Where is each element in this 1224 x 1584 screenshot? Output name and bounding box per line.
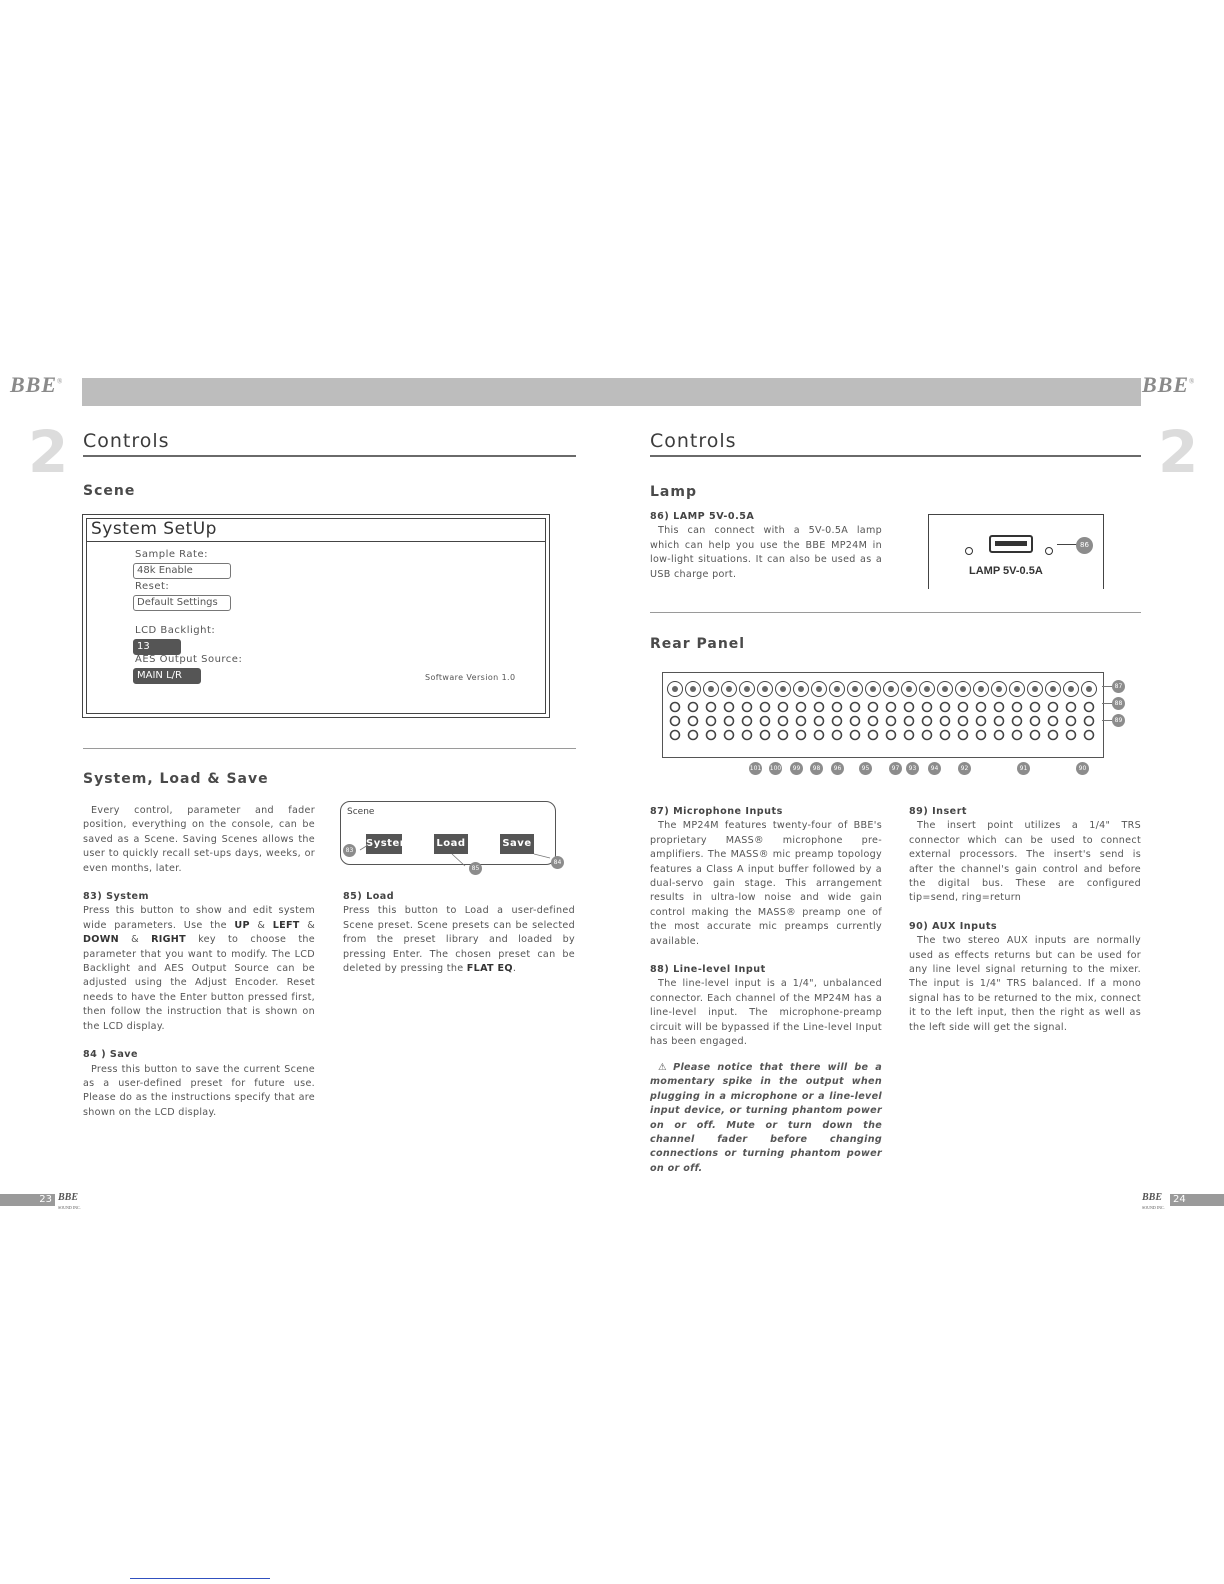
xlr-pin-icon xyxy=(924,686,930,692)
jack-input-icon xyxy=(941,731,950,740)
jack-input-icon xyxy=(779,717,788,726)
callout-88: 88 xyxy=(1112,697,1125,710)
section-90-text: The two stereo AUX inputs are normally used as effects returns but can be used for any line level signal returning to the mixer. The input is 1/4" TRS balanced. If a mono signal has to be returned to the mix, connect it to the left input, then the right as well as the left side will get the signal. xyxy=(909,935,1141,1033)
load-button[interactable]: Load xyxy=(434,834,468,854)
callout-91: 91 xyxy=(1017,762,1030,775)
lcd-screen-frame xyxy=(82,514,550,718)
right-section-rule xyxy=(650,612,1141,613)
jack-input-icon xyxy=(707,731,716,740)
system-load-save-heading: System, Load & Save xyxy=(83,771,269,787)
jack-input-icon xyxy=(671,717,680,726)
jack-input-icon xyxy=(941,717,950,726)
xlr-pin-icon xyxy=(762,686,768,692)
jack-input-icon xyxy=(815,703,824,712)
jack-input-icon xyxy=(905,731,914,740)
sample-rate-label: Sample Rate: xyxy=(135,549,208,560)
jack-input-icon xyxy=(761,703,770,712)
jack-input-icon xyxy=(851,717,860,726)
software-version: Software Version 1.0 xyxy=(425,673,516,682)
jack-input-icon xyxy=(725,717,734,726)
page-number-right: 24 xyxy=(1170,1194,1224,1206)
aes-output-label: AES Output Source: xyxy=(135,654,243,665)
xlr-pin-icon xyxy=(870,686,876,692)
right-column-a xyxy=(650,805,882,1050)
jack-input-icon xyxy=(923,717,932,726)
lcd-title: System SetUp xyxy=(91,519,217,539)
scene-heading: Scene xyxy=(83,483,136,499)
usb-port-icon xyxy=(989,535,1033,553)
jack-input-icon xyxy=(1067,717,1076,726)
left-column-b xyxy=(343,890,575,976)
callout-95: 95 xyxy=(859,762,872,775)
callout-98: 98 xyxy=(810,762,823,775)
xlr-pin-icon xyxy=(978,686,984,692)
jack-input-icon xyxy=(1067,703,1076,712)
xlr-pin-icon xyxy=(708,686,714,692)
header-bar xyxy=(82,378,1141,406)
xlr-pin-icon xyxy=(996,686,1002,692)
left-column-a xyxy=(83,804,315,1120)
jack-input-icon xyxy=(1049,703,1058,712)
jack-input-icon xyxy=(905,717,914,726)
xlr-pin-icon xyxy=(1032,686,1038,692)
callout-99: 99 xyxy=(790,762,803,775)
jack-input-icon xyxy=(689,703,698,712)
section-86-title: 86) LAMP 5V-0.5A xyxy=(650,511,755,522)
xlr-pin-icon xyxy=(690,686,696,692)
jack-input-icon xyxy=(995,717,1004,726)
jack-input-icon xyxy=(977,731,986,740)
jack-input-icon xyxy=(1013,731,1022,740)
jack-input-icon xyxy=(743,717,752,726)
jack-input-icon xyxy=(707,717,716,726)
xlr-pin-icon xyxy=(816,686,822,692)
jack-input-icon xyxy=(977,717,986,726)
jack-input-icon xyxy=(1049,717,1058,726)
callout-93: 93 xyxy=(906,762,919,775)
jack-input-icon xyxy=(995,703,1004,712)
xlr-pin-icon xyxy=(744,686,750,692)
footer-logo-right: BBE SOUND INC. xyxy=(1142,1192,1165,1210)
sample-rate-field[interactable]: 48k Enable xyxy=(133,563,231,579)
jack-input-icon xyxy=(815,731,824,740)
section-88-title: 88) Line-level Input xyxy=(650,964,766,976)
jack-input-icon xyxy=(887,731,896,740)
section-86-text: This can connect with a 5V-0.5A lamp which can help you use the BBE MP24M in low-light situations. It can also be used as a USB charge port. xyxy=(650,525,882,580)
bbe-logo-right: BBE® xyxy=(1142,372,1196,397)
xlr-pin-icon xyxy=(1086,686,1092,692)
jack-input-icon xyxy=(887,717,896,726)
system-button[interactable]: System xyxy=(366,834,402,854)
xlr-pin-icon xyxy=(672,686,678,692)
jack-input-icon xyxy=(1013,703,1022,712)
jack-input-icon xyxy=(959,731,968,740)
section-89-title: 89) Insert xyxy=(909,806,968,817)
left-title-rule xyxy=(83,455,576,457)
rear-panel-connectors xyxy=(663,673,1103,757)
xlr-pin-icon xyxy=(942,686,948,692)
section-87-text: The MP24M features twenty-four of BBE's proprietary MASS® microphone pre-amplifiers. The MASS® mic preamp topology features a Class A input buffer followed by a dual-servo gain stage. This arrangement results in ultra-low noise and wide gain control making the MASS® preamp one of the most accurate mic preamps currently available. xyxy=(650,820,882,947)
jack-input-icon xyxy=(743,703,752,712)
lamp-text-block xyxy=(650,510,882,582)
footer-logo-left: BBE SOUND INC. xyxy=(58,1192,81,1210)
jack-input-icon xyxy=(1085,717,1094,726)
jack-input-icon xyxy=(941,703,950,712)
jack-input-icon xyxy=(1031,717,1040,726)
jack-input-icon xyxy=(797,731,806,740)
jack-input-icon xyxy=(869,717,878,726)
page-number-left: 23 xyxy=(0,1194,55,1206)
jack-input-icon xyxy=(797,703,806,712)
led-right-icon xyxy=(1045,547,1053,555)
jack-input-icon xyxy=(743,731,752,740)
section-83-title: 83) System xyxy=(83,891,150,903)
aes-output-field[interactable]: MAIN L/R xyxy=(133,668,201,684)
lamp-label: LAMP 5V-0.5A xyxy=(969,565,1043,577)
jack-input-icon xyxy=(725,703,734,712)
section-84-text: Press this button to save the current Scene as a user-defined preset for future use. Please do as the instructions specify that are shown on the LCD display. xyxy=(83,1063,315,1118)
jack-input-icon xyxy=(959,717,968,726)
bottom-link-underline xyxy=(130,1578,270,1579)
backlight-field[interactable]: 13 xyxy=(133,639,181,655)
xlr-pin-icon xyxy=(1050,686,1056,692)
jack-input-icon xyxy=(779,703,788,712)
lamp-heading: Lamp xyxy=(650,484,697,500)
section-85-title: 85) Load xyxy=(343,891,395,902)
warning-triangle-icon: ⚠ xyxy=(658,1062,671,1073)
jack-input-icon xyxy=(869,703,878,712)
section-87-title: 87) Microphone Inputs xyxy=(650,806,783,817)
right-title-rule xyxy=(650,455,1141,457)
jack-input-icon xyxy=(779,731,788,740)
xlr-pin-icon xyxy=(960,686,966,692)
jack-input-icon xyxy=(815,717,824,726)
callout-96: 96 xyxy=(831,762,844,775)
jack-input-icon xyxy=(887,703,896,712)
rear-panel-heading: Rear Panel xyxy=(650,636,746,652)
backlight-label: LCD Backlight: xyxy=(135,625,216,636)
jack-input-icon xyxy=(761,717,770,726)
chapter-number-right: 2 xyxy=(1158,418,1199,486)
jack-input-icon xyxy=(1013,717,1022,726)
jack-input-icon xyxy=(1085,731,1094,740)
jack-input-icon xyxy=(869,731,878,740)
xlr-pin-icon xyxy=(1014,686,1020,692)
xlr-pin-icon xyxy=(852,686,858,692)
jack-input-icon xyxy=(1031,703,1040,712)
jack-input-icon xyxy=(1031,731,1040,740)
jack-input-icon xyxy=(977,703,986,712)
jack-input-icon xyxy=(689,717,698,726)
jack-input-icon xyxy=(707,703,716,712)
reset-field[interactable]: Default Settings xyxy=(133,595,231,611)
bbe-logo-left: BBE® xyxy=(10,372,64,397)
jack-input-icon xyxy=(833,703,842,712)
lcd-screen xyxy=(86,518,546,714)
callout-92: 92 xyxy=(958,762,971,775)
callout-90: 90 xyxy=(1076,762,1089,775)
save-button[interactable]: Save xyxy=(500,834,534,854)
xlr-pin-icon xyxy=(780,686,786,692)
jack-input-icon xyxy=(995,731,1004,740)
callout-86: 86 xyxy=(1076,537,1093,554)
intro-paragraph: Every control, parameter and fader position, everything on the console, can be saved as a Scene. Saving Scenes allows the user to quickly recall set-ups days, weeks, or even months, later. xyxy=(83,805,315,874)
jack-input-icon xyxy=(689,731,698,740)
jack-input-icon xyxy=(671,731,680,740)
jack-input-icon xyxy=(851,703,860,712)
callout-94: 94 xyxy=(928,762,941,775)
xlr-pin-icon xyxy=(798,686,804,692)
jack-input-icon xyxy=(833,717,842,726)
callout-83: 83 xyxy=(343,844,356,857)
section-90-title: 90) AUX Inputs xyxy=(909,920,998,932)
left-page-title: Controls xyxy=(83,430,170,452)
callout-100: 100 xyxy=(769,762,782,775)
callout-89: 89 xyxy=(1112,714,1125,727)
lamp-diagram xyxy=(928,514,1104,589)
jack-input-icon xyxy=(797,717,806,726)
jack-input-icon xyxy=(923,731,932,740)
jack-input-icon xyxy=(761,731,770,740)
scene-callout-lines xyxy=(340,800,570,880)
right-page-title: Controls xyxy=(650,430,737,452)
jack-input-icon xyxy=(833,731,842,740)
callout-85: 85 xyxy=(469,862,482,875)
callout-87: 87 xyxy=(1112,680,1125,693)
xlr-pin-icon xyxy=(834,686,840,692)
xlr-pin-icon xyxy=(888,686,894,692)
xlr-pin-icon xyxy=(726,686,732,692)
lcd-title-divider xyxy=(87,541,545,542)
jack-input-icon xyxy=(725,731,734,740)
section-85-text: Press this button to Load a user-defined Scene preset. Scene presets can be selected from the preset library and loaded by pressing Enter. The chosen preset can be deleted by pressing the FLAT EQ. xyxy=(343,905,575,975)
section-88-text: The line-level input is a 1/4", unbalanced connector. Each channel of the MP24M has a line-level input. The microphone-preamp circuit will be bypassed if the Line-level Input has been engaged. xyxy=(650,978,882,1048)
xlr-pin-icon xyxy=(1068,686,1074,692)
callout-101: 101 xyxy=(749,762,762,775)
jack-input-icon xyxy=(1067,731,1076,740)
chapter-number-left: 2 xyxy=(28,418,69,486)
jack-input-icon xyxy=(851,731,860,740)
jack-input-icon xyxy=(905,703,914,712)
rear-panel-diagram xyxy=(662,672,1104,758)
section-89-text: The insert point utilizes a 1/4" TRS connector which can be used to connect external processors. The insert's send is after the channel's gain control and before the digital bus. These are configured tip=send, ring=return xyxy=(909,820,1141,904)
scene-panel-label: Scene xyxy=(347,807,375,817)
reset-label: Reset: xyxy=(135,581,170,592)
callout-84: 84 xyxy=(551,856,564,869)
xlr-pin-icon xyxy=(906,686,912,692)
right-column-b xyxy=(909,805,1141,1035)
jack-input-icon xyxy=(959,703,968,712)
led-left-icon xyxy=(965,547,973,555)
left-section-rule xyxy=(83,748,576,749)
jack-input-icon xyxy=(1085,703,1094,712)
callout-97: 97 xyxy=(889,762,902,775)
jack-input-icon xyxy=(923,703,932,712)
warning-note: ⚠ Please notice that there will be a momentary spike in the output when plugging in a microphone or a line-level input device, or turning phantom power on or off. Mute or turn down the channel fader before changing connections or turning phantom power on or off. xyxy=(650,1062,882,1174)
section-84-title: 84 ) Save xyxy=(83,1049,139,1061)
section-83-text: Press this button to show and edit system wide parameters. Use the UP & LEFT & DOWN & RIGHT key to choose the parameter that you want to modify. The LCD Backlight and AES Output Source can be adjusted using the Adjust Encoder. Reset needs to have the Enter button pressed first, then follow the instruction that is shown on the LCD display. xyxy=(83,905,316,1032)
jack-input-icon xyxy=(1049,731,1058,740)
jack-input-icon xyxy=(671,703,680,712)
